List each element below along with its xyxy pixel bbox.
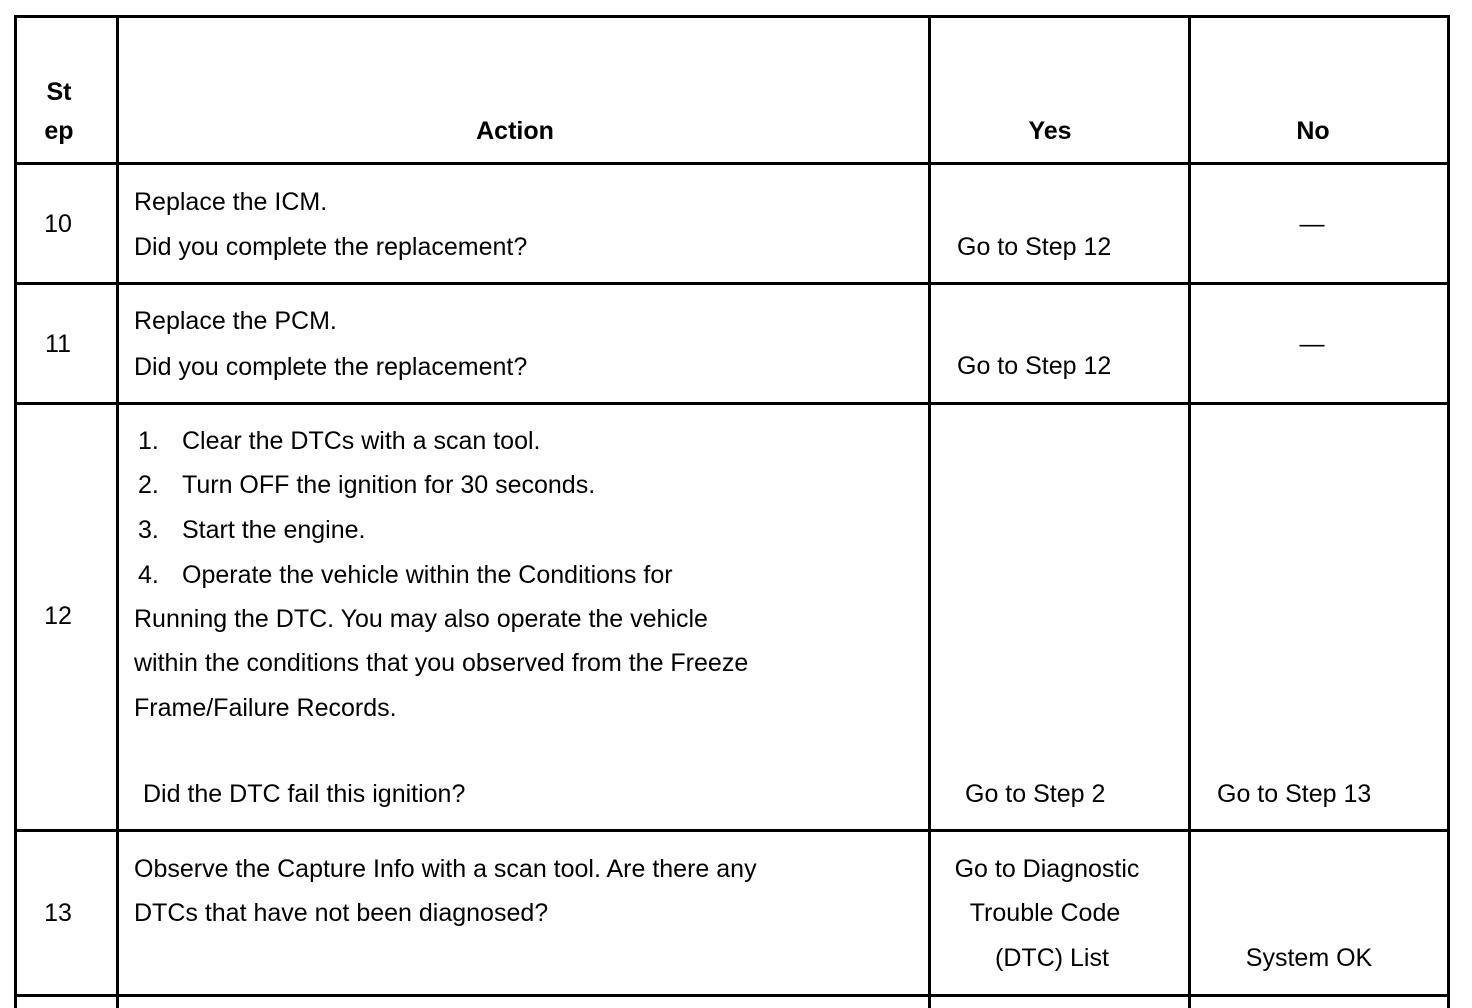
- table-border-top: [14, 15, 1450, 18]
- list-number: 3.: [138, 516, 159, 544]
- action-text: Frame/Failure Records.: [134, 694, 397, 722]
- list-item: Turn OFF the ignition for 30 seconds.: [182, 471, 596, 499]
- step-number: 11: [45, 330, 71, 358]
- step-number: 10: [44, 210, 72, 238]
- header-yes: Yes: [1028, 117, 1072, 145]
- header-step: St: [46, 78, 72, 106]
- no-outcome: —: [1299, 330, 1325, 358]
- action-text: Replace the ICM.: [134, 188, 328, 216]
- list-item: Clear the DTCs with a scan tool.: [182, 427, 541, 455]
- yes-outcome: Trouble Code: [969, 899, 1121, 927]
- no-outcome: —: [1299, 210, 1325, 238]
- action-question: Did the DTC fail this ignition?: [143, 780, 466, 808]
- yes-outcome: Go to Step 12: [957, 233, 1112, 261]
- no-outcome: System OK: [1245, 944, 1373, 972]
- action-text: Did you complete the replacement?: [134, 233, 528, 261]
- no-outcome: Go to Step 13: [1217, 780, 1372, 808]
- column-divider: [1188, 15, 1191, 1008]
- column-divider: [116, 15, 119, 1008]
- action-text: within the conditions that you observed from the Freeze: [134, 649, 749, 677]
- row-divider: [14, 994, 1450, 997]
- action-text: DTCs that have not been diagnosed?: [134, 899, 549, 927]
- header-step: ep: [44, 117, 74, 145]
- action-text: Observe the Capture Info with a scan tool. Are there any: [134, 855, 757, 883]
- action-text: Did you complete the replacement?: [134, 353, 528, 381]
- step-number: 13: [44, 899, 72, 927]
- column-divider: [928, 15, 931, 1008]
- list-number: 4.: [138, 561, 159, 589]
- table-border-right: [1447, 15, 1450, 1008]
- row-divider: [14, 402, 1450, 405]
- header-divider: [14, 162, 1450, 165]
- list-item: Start the engine.: [182, 516, 366, 544]
- action-text: Running the DTC. You may also operate the vehicle: [134, 605, 708, 633]
- list-number: 1.: [138, 427, 159, 455]
- row-divider: [14, 829, 1450, 832]
- yes-outcome: (DTC) List: [995, 944, 1109, 972]
- header-no: No: [1296, 117, 1330, 145]
- row-divider: [14, 282, 1450, 285]
- list-item: Operate the vehicle within the Conditions for: [182, 561, 673, 589]
- header-action: Action: [476, 117, 554, 145]
- yes-outcome: Go to Diagnostic: [954, 855, 1140, 883]
- yes-outcome: Go to Step 2: [965, 780, 1106, 808]
- step-number: 12: [44, 602, 72, 630]
- yes-outcome: Go to Step 12: [957, 352, 1112, 380]
- action-text: Replace the PCM.: [134, 307, 337, 335]
- list-number: 2.: [138, 471, 159, 499]
- table-border-left: [14, 15, 17, 1008]
